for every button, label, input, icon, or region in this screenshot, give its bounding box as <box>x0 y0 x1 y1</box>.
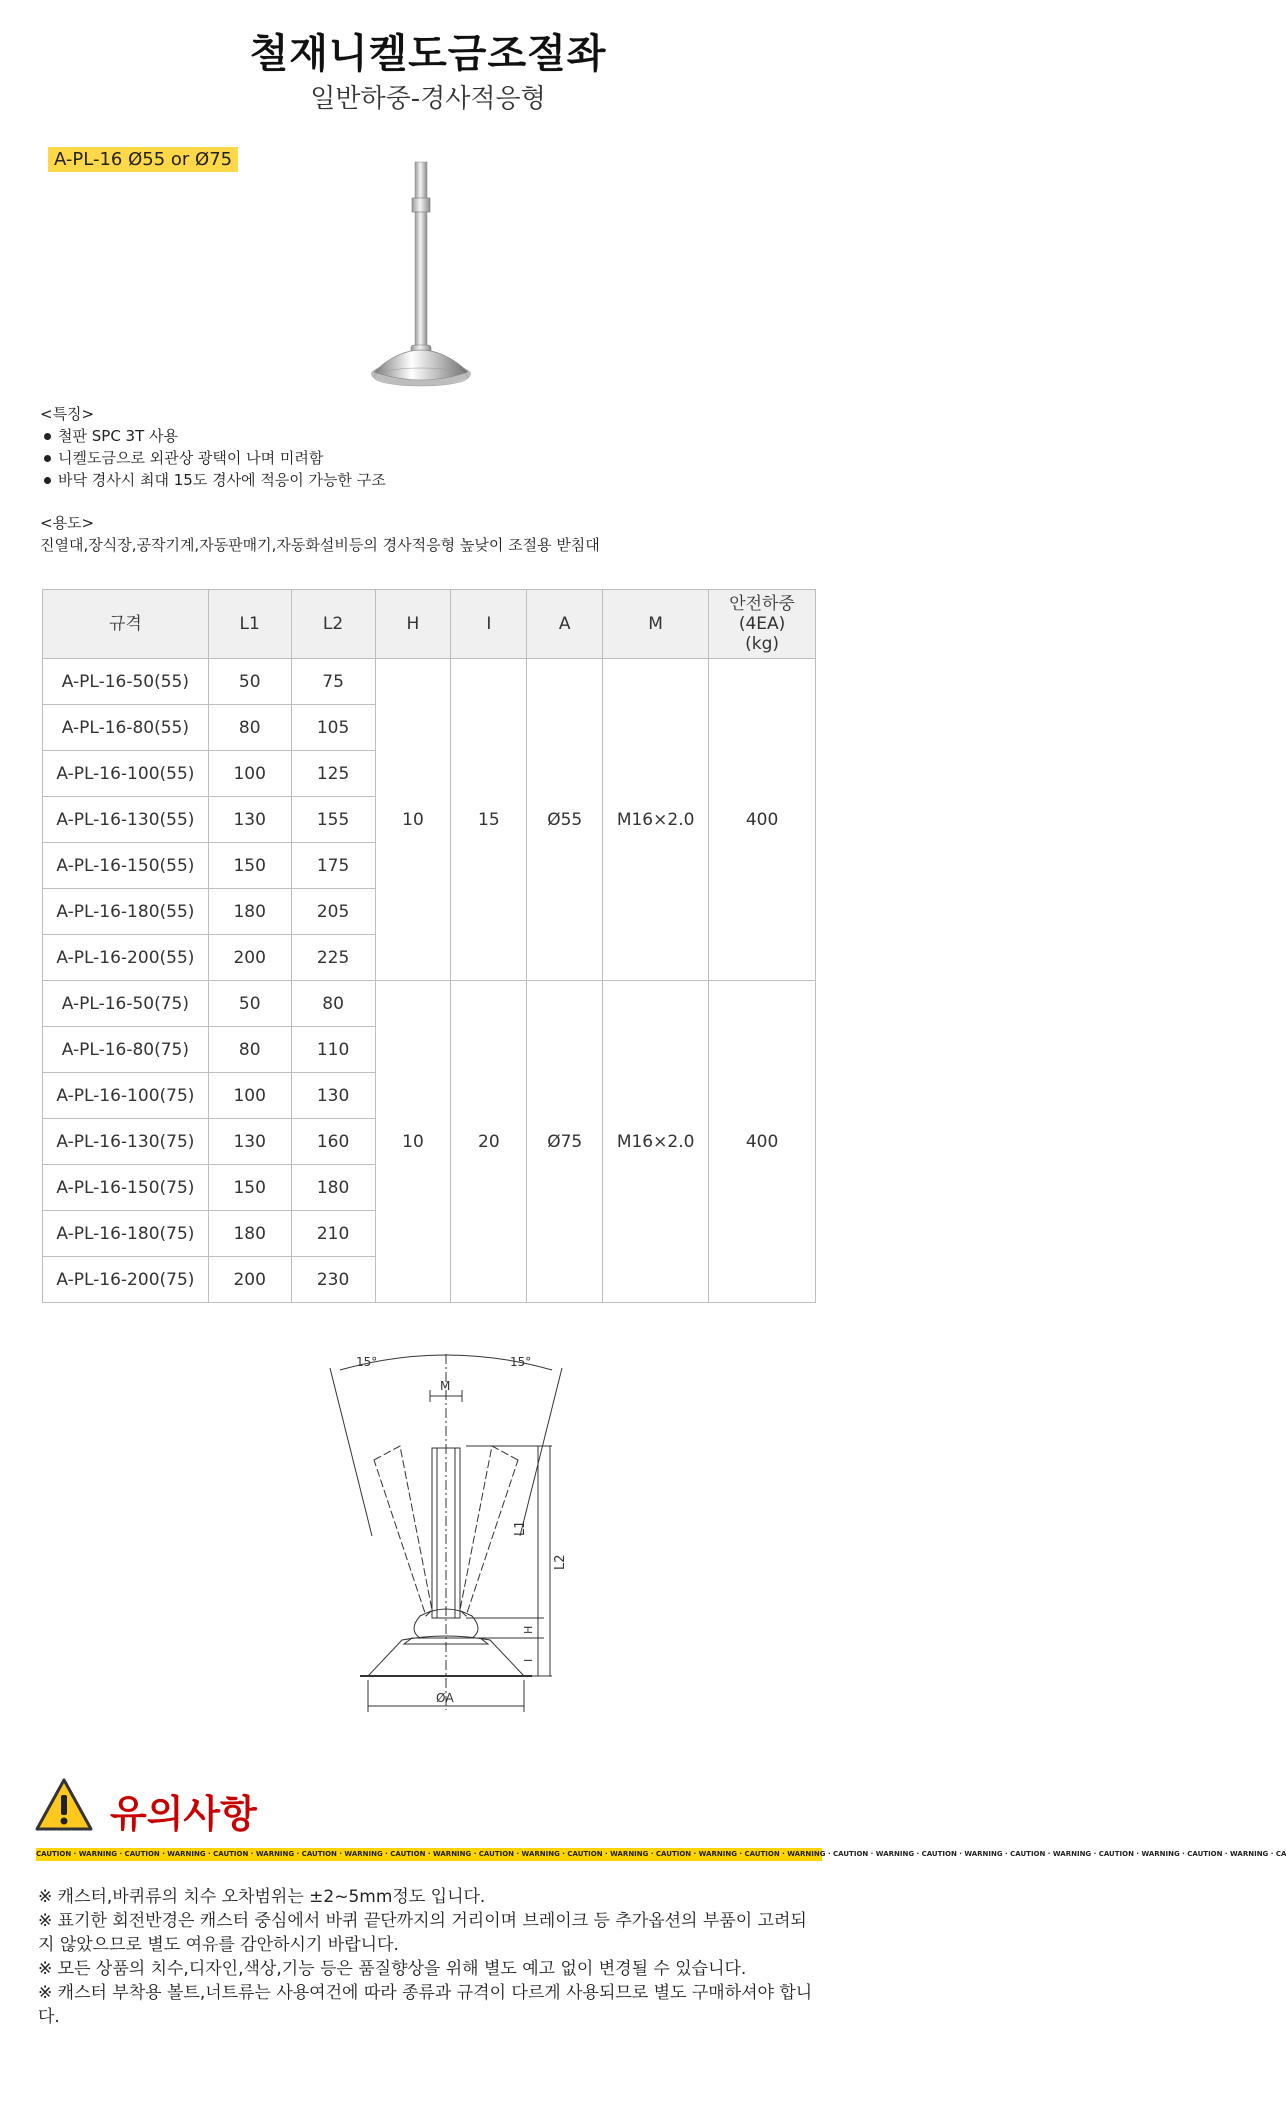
cell-l2: 75 <box>291 659 375 705</box>
caution-title: 유의사항 <box>110 1792 257 1836</box>
cell-l1: 130 <box>208 797 291 843</box>
warning-icon <box>34 1777 94 1833</box>
cell-spec: A-PL-16-50(55) <box>43 659 209 705</box>
cell-l2: 210 <box>291 1211 375 1257</box>
diagram-label-i: I <box>522 1658 535 1662</box>
cell-l2: 80 <box>291 981 375 1027</box>
header-l1: L1 <box>208 590 291 659</box>
diagram-label-m: M <box>440 1379 451 1393</box>
cell-spec: A-PL-16-130(55) <box>43 797 209 843</box>
caution-note: ※ 캐스터,바퀴류의 치수 오차범위는 ±2~5mm정도 입니다. <box>38 1887 486 1907</box>
cell-spec: A-PL-16-100(75) <box>43 1073 209 1119</box>
header-spec: 규격 <box>43 590 209 659</box>
cell-l1: 130 <box>208 1119 291 1165</box>
cell-l1: 200 <box>208 1257 291 1303</box>
cell-l2: 175 <box>291 843 375 889</box>
cell-i: 15 <box>451 659 527 981</box>
header-i: I <box>451 590 527 659</box>
caution-note: ※ 모든 상품의 치수,디자인,색상,기능 등은 품질향상을 위해 별도 예고 없이 변경될 수 있습니다. <box>38 1959 747 1979</box>
cell-h: 10 <box>375 981 451 1303</box>
cell-m: M16×2.0 <box>603 981 709 1303</box>
caution-strip: CAUTION · WARNING · CAUTION · WARNING · CAUTION · WARNING · CAUTION · WARNING · CAUTION · WARNING · CAUTION · WARNING · CAUTION · WARNING · CAUTION · WARNING · CAUTION · WARNING · CAUTION · WARNING · CAUTION · WARNING · CAUTION · WARNING · CAUTION · WARNING · CAUTION · WARNING · CA <box>36 1848 822 1861</box>
cell-l1: 80 <box>208 705 291 751</box>
features-heading: <특징> <box>40 405 95 423</box>
dimension-diagram <box>316 1340 576 1740</box>
cell-l2: 230 <box>291 1257 375 1303</box>
usage-heading: <용도> <box>40 514 95 532</box>
cell-spec: A-PL-16-180(75) <box>43 1211 209 1257</box>
cell-load: 400 <box>709 981 816 1303</box>
model-tag: A-PL-16 Ø55 or Ø75 <box>48 147 238 172</box>
header-a: A <box>527 590 603 659</box>
features-section <box>40 403 386 491</box>
cell-l2: 225 <box>291 935 375 981</box>
cell-spec: A-PL-16-200(75) <box>43 1257 209 1303</box>
cell-i: 20 <box>451 981 527 1303</box>
feature-item: 철판 SPC 3T 사용 <box>40 425 386 447</box>
cell-l1: 150 <box>208 843 291 889</box>
spec-table <box>42 589 816 1303</box>
cell-spec: A-PL-16-130(75) <box>43 1119 209 1165</box>
features-list <box>40 425 386 491</box>
cell-a: Ø55 <box>527 659 603 981</box>
cell-spec: A-PL-16-50(75) <box>43 981 209 1027</box>
cell-l2: 155 <box>291 797 375 843</box>
cell-a: Ø75 <box>527 981 603 1303</box>
cell-l2: 110 <box>291 1027 375 1073</box>
table-header-row <box>43 590 816 659</box>
cell-l2: 125 <box>291 751 375 797</box>
table-row <box>43 981 816 1027</box>
cell-l1: 150 <box>208 1165 291 1211</box>
header-m: M <box>603 590 709 659</box>
cell-l1: 200 <box>208 935 291 981</box>
page-subtitle: 일반하중-경사적응형 <box>310 84 546 114</box>
diagram-angle-left: 15° <box>356 1355 378 1369</box>
cell-l1: 80 <box>208 1027 291 1073</box>
caution-note: ※ 표기한 회전반경은 캐스터 중심에서 바퀴 끝단까지의 거리이며 브레이크 등 추가옵션의 부품이 고려되지 않았으므로 별도 여유를 감안하시기 바랍니다. <box>38 1911 807 1955</box>
cell-spec: A-PL-16-150(55) <box>43 843 209 889</box>
header-l2: L2 <box>291 590 375 659</box>
cell-l2: 205 <box>291 889 375 935</box>
cell-l2: 105 <box>291 705 375 751</box>
cell-l1: 100 <box>208 1073 291 1119</box>
cell-l1: 180 <box>208 889 291 935</box>
cell-l1: 100 <box>208 751 291 797</box>
cell-l1: 50 <box>208 981 291 1027</box>
cell-spec: A-PL-16-100(55) <box>43 751 209 797</box>
cell-l2: 180 <box>291 1165 375 1211</box>
caution-notes <box>38 1885 818 2029</box>
cell-l2: 160 <box>291 1119 375 1165</box>
feature-item: 바닥 경사시 최대 15도 경사에 적응이 가능한 구조 <box>40 469 386 491</box>
cell-spec: A-PL-16-80(75) <box>43 1027 209 1073</box>
table-row <box>43 659 816 705</box>
cell-m: M16×2.0 <box>603 659 709 981</box>
header-h: H <box>375 590 451 659</box>
feature-item: 니켈도금으로 외관상 광택이 나며 미려함 <box>40 447 386 469</box>
diagram-angle-right: 15° <box>510 1355 532 1369</box>
diagram-label-a: ØA <box>436 1691 454 1705</box>
diagram-label-l2: L2 <box>553 1554 568 1570</box>
usage-text: 진열대,장식장,공작기계,자동판매기,자동화설비등의 경사적응형 높낮이 조절용 받침대 <box>40 536 600 554</box>
header-load: 안전하중 (4EA) (kg) <box>709 590 816 659</box>
cell-l1: 50 <box>208 659 291 705</box>
cell-spec: A-PL-16-200(55) <box>43 935 209 981</box>
page-title: 철재니켈도금조절좌 <box>249 31 607 77</box>
caution-note: ※ 캐스터 부착용 볼트,너트류는 사용여건에 따라 종류과 규격이 다르게 사용되므로 별도 구매하셔야 합니다. <box>38 1983 813 2027</box>
diagram-label-l1: L1 <box>513 1520 528 1536</box>
cell-l2: 130 <box>291 1073 375 1119</box>
cell-spec: A-PL-16-80(55) <box>43 705 209 751</box>
cell-load: 400 <box>709 659 816 981</box>
cell-l1: 180 <box>208 1211 291 1257</box>
usage-section <box>40 512 600 556</box>
product-image <box>360 150 480 400</box>
diagram-label-h: H <box>522 1625 535 1634</box>
cell-spec: A-PL-16-180(55) <box>43 889 209 935</box>
cell-spec: A-PL-16-150(75) <box>43 1165 209 1211</box>
cell-h: 10 <box>375 659 451 981</box>
